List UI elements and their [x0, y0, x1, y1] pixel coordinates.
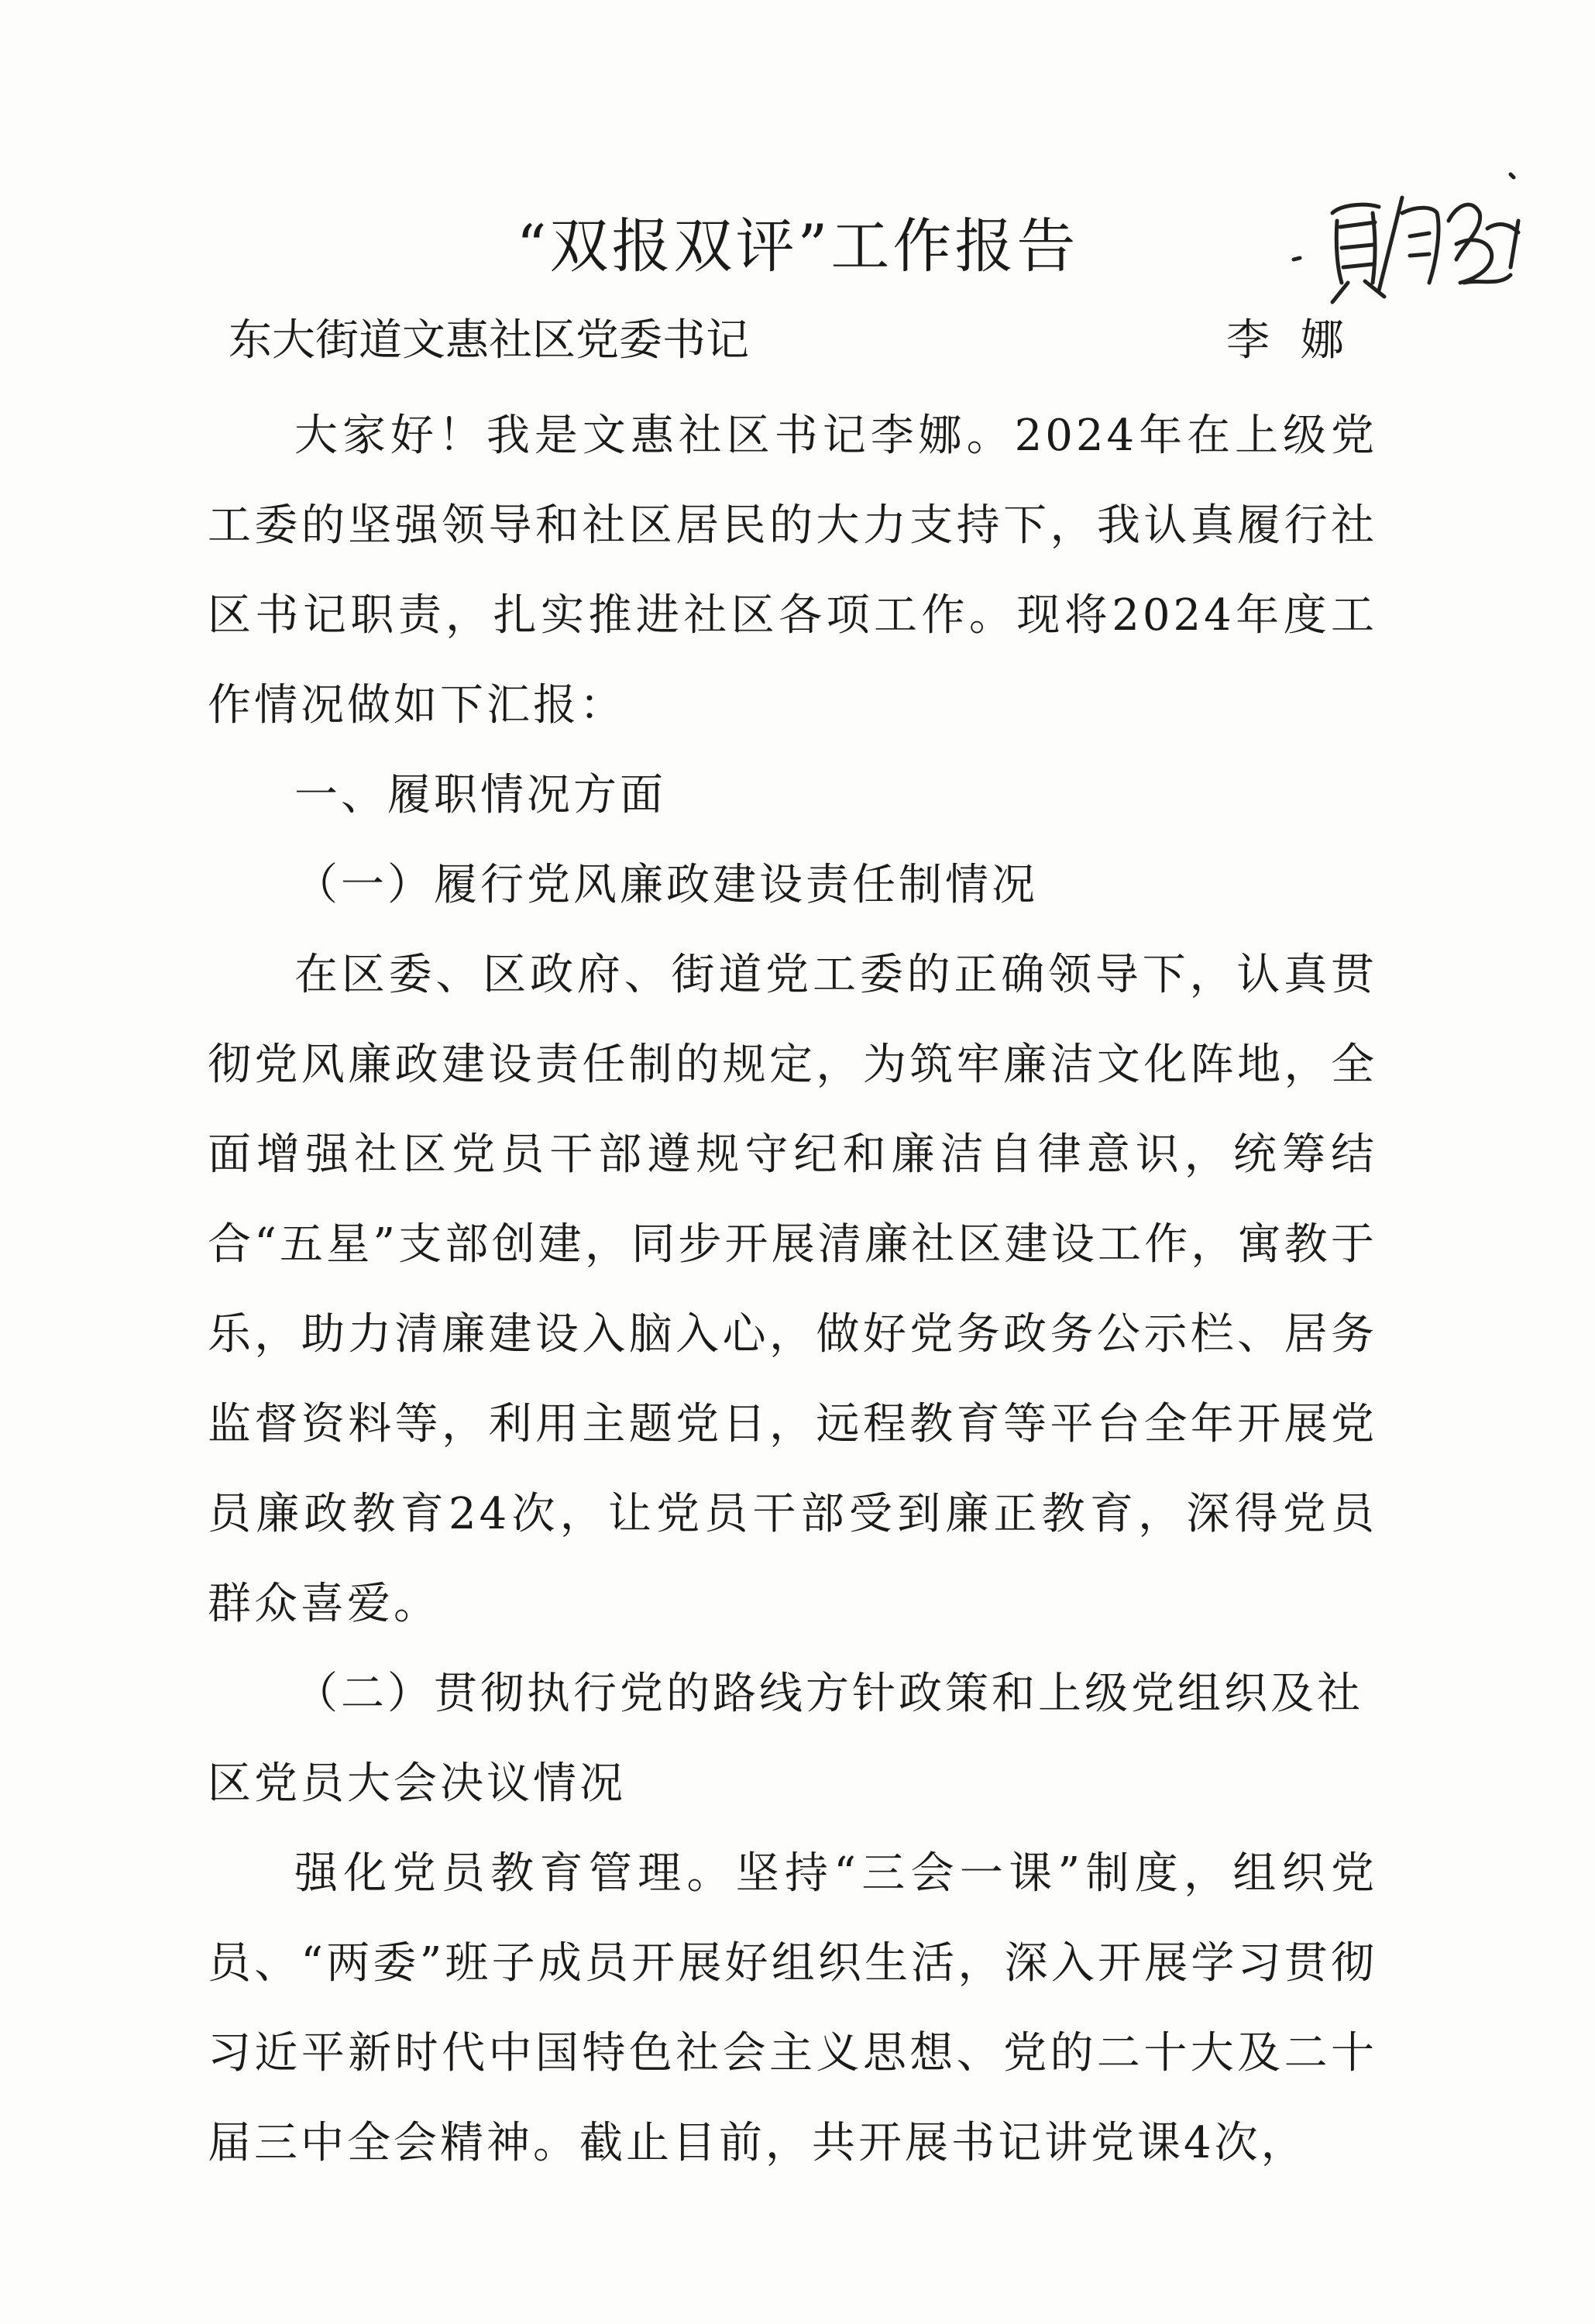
byline-author-name: 李娜	[1226, 315, 1375, 366]
byline	[229, 310, 1375, 372]
handwritten-signature	[1286, 167, 1542, 314]
body-paragraph: 在区委、区政府、街道党工委的正确领导下，认真贯彻党风廉政建设责任制的规定，为筑牢廉洁文化阵地，全面增强社区党员干部遵规守纪和廉洁自律意识，统筹结合“五星”支部创建，同步开展清廉社区建设工作，寓教于乐，助力清廉建设入脑入心，做好党务政务公示栏、居务监督资料等，利用主题党日，远程教育等平台全年开展党员廉政教育24次，让党员干部受到廉正教育，深得党员群众喜爱。	[208, 950, 1377, 1629]
byline-organization: 东大街道文惠社区党委书记	[229, 315, 749, 366]
subsection-heading: （一）履行党风廉政建设责任制情况	[294, 860, 1038, 910]
section-heading: 一、履职情况方面	[294, 770, 666, 820]
subsection-heading: （二）贯彻执行党的路线方针政策和上级党组织及社区党员大会决议情况	[208, 1669, 1363, 1809]
document-title: “双报双评”工作报告	[516, 211, 1079, 280]
body-paragraph: 大家好！我是文惠社区书记李娜。2024年在上级党工委的坚强领导和社区居民的大力支持下，我认真履行社区书记职责，扎实推进社区各项工作。现将2024年度工作情况做如下汇报：	[208, 411, 1377, 731]
body-paragraph: 强化党员教育管理。坚持“三会一课”制度，组织党员、“两委”班子成员开展好组织生活，深入开展学习贯彻习近平新时代中国特色社会主义思想、党的二十大及二十届三中全会精神。截止目前，共开展书记讲党课4次，	[208, 1848, 1377, 2168]
document-body	[208, 391, 1377, 2188]
